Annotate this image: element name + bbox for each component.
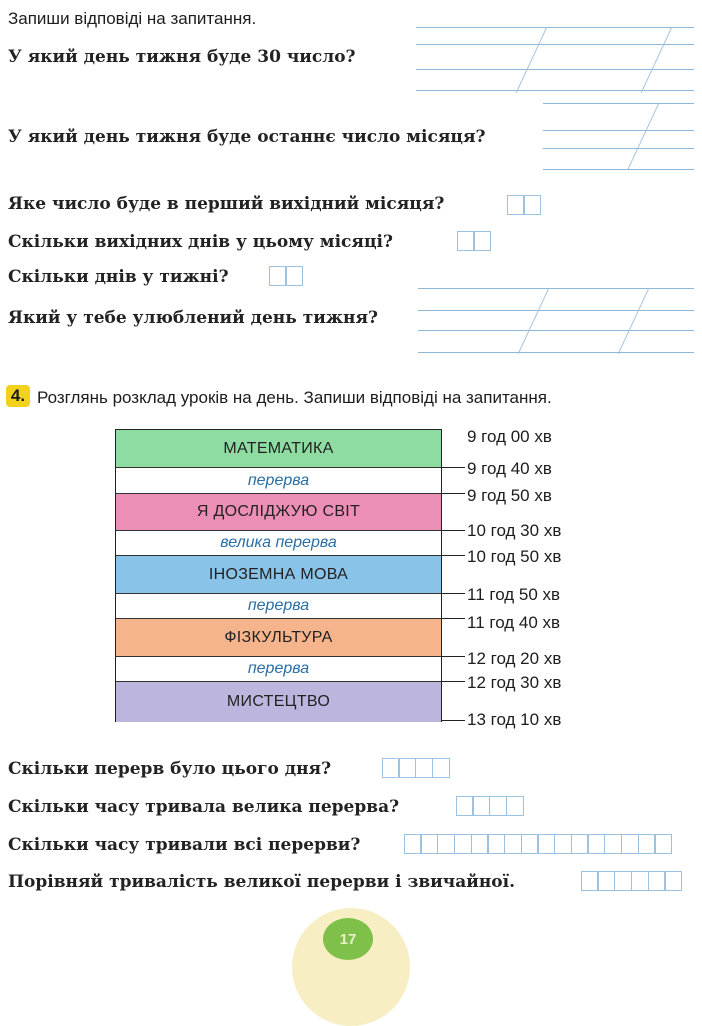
row-label: перерва (247, 471, 310, 489)
time-label: 10 год 30 хв (467, 521, 562, 540)
time-label: 11 год 40 хв (467, 613, 561, 632)
row-label: МИСТЕЦТВО (226, 693, 331, 710)
answer-cells-days-in-week[interactable] (270, 266, 303, 286)
schedule-table (115, 429, 442, 722)
row-label: ІНОЗЕМНА МОВА (208, 565, 349, 583)
schedule-row-break (116, 594, 441, 619)
question-day-30: У який день тижня буде 30 число? (8, 47, 356, 67)
time-label: 11 год 50 хв (467, 585, 561, 604)
row-label: Я ДОСЛІДЖУЮ СВІТ (196, 503, 361, 520)
answer-cells-long-break[interactable] (457, 796, 524, 816)
time-label: 13 год 10 хв (467, 710, 562, 729)
row-label: велика перерва (220, 534, 337, 551)
time-tick (442, 618, 465, 619)
time-label: 9 год 00 хв (467, 427, 552, 446)
schedule-row-lesson (116, 682, 441, 722)
row-label: перерва (247, 660, 310, 677)
question-break-count: Скільки перерв було цього дня? (8, 759, 332, 779)
row-label: ФІЗКУЛЬТУРА (224, 628, 333, 646)
time-tick (442, 656, 465, 657)
time-label: 10 год 50 хв (467, 547, 562, 566)
time-label: 12 год 30 хв (467, 673, 562, 692)
answer-cells-break-count[interactable] (383, 758, 450, 778)
time-tick (442, 720, 465, 721)
schedule-row-break (116, 468, 441, 494)
row-label: перерва (247, 597, 310, 614)
time-tick (442, 530, 465, 531)
row-label: МАТЕМАТИКА (223, 439, 334, 457)
question-all-breaks-duration: Скільки часу тривали всі перерви? (8, 835, 361, 855)
answer-cells-all-breaks[interactable] (405, 834, 672, 854)
page-number: 17 (323, 918, 373, 960)
question-first-weekend: Яке число буде в перший вихідний місяця? (8, 194, 445, 214)
time-tick (442, 493, 465, 494)
question-weekend-count: Скільки вихідних днів у цьому місяці? (8, 232, 393, 252)
answer-lines-day-30[interactable] (416, 27, 694, 93)
time-label: 9 год 40 хв (467, 459, 552, 478)
question-days-in-week: Скільки днів у тижні? (8, 267, 229, 287)
schedule-row-lesson (116, 494, 441, 531)
schedule-row-lesson (116, 556, 441, 594)
time-tick (442, 681, 465, 682)
question-favorite-day: Який у тебе улюблений день тижня? (8, 308, 378, 328)
answer-cells-first-weekend[interactable] (508, 195, 541, 215)
time-tick (442, 593, 465, 594)
question-long-break-duration: Скільки часу тривала велика перерва? (8, 797, 400, 817)
question-last-day: У який день тижня буде останнє число місяця? (8, 127, 486, 147)
time-tick (442, 467, 465, 468)
schedule-row-lesson (116, 619, 441, 657)
answer-cells-compare[interactable] (582, 871, 682, 891)
answer-lines-favorite-day[interactable] (418, 288, 694, 354)
schedule-row-break (116, 657, 441, 682)
schedule-row-lesson (116, 430, 441, 468)
time-tick (442, 555, 465, 556)
schedule-row-break (116, 531, 441, 556)
task-number-badge: 4. (6, 385, 30, 407)
section4-instruction: Розглянь розклад уроків на день. Запиши відповіді на запитання. (37, 388, 552, 407)
answer-lines-last-day[interactable] (543, 103, 694, 169)
time-label: 12 год 20 хв (467, 649, 562, 668)
time-label: 9 год 50 хв (467, 486, 552, 505)
question-compare-breaks: Порівняй тривалість великої перерви і звичайної. (8, 872, 515, 892)
answer-cells-weekend-count[interactable] (458, 231, 491, 251)
section3-instruction: Запиши відповіді на запитання. (8, 9, 257, 28)
